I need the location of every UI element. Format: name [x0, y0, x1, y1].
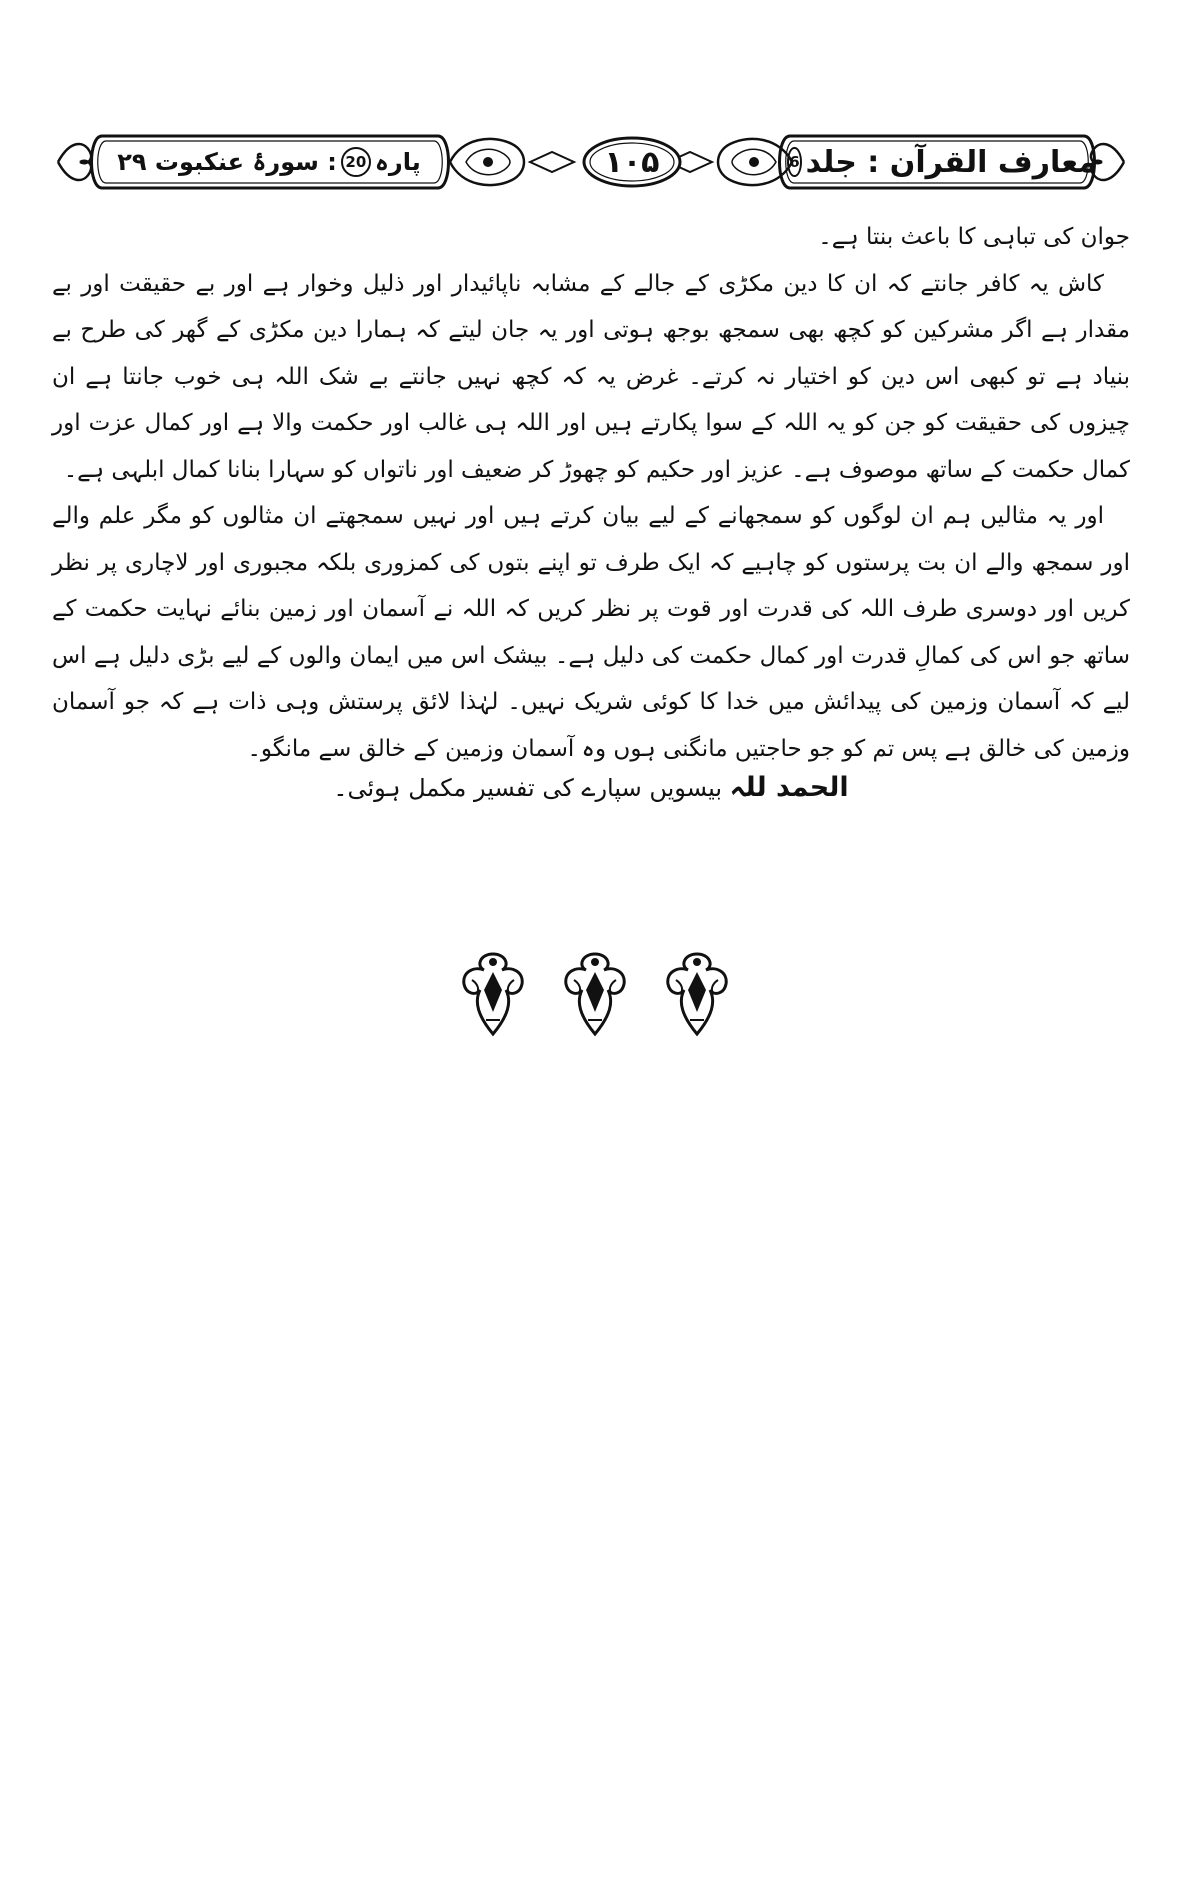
surah-label: : سورۂ عنکبوت ۲۹: [117, 148, 337, 176]
body-text: [52, 214, 1130, 772]
page-number: ۱۰۵: [604, 144, 660, 180]
end-ornaments: [450, 950, 740, 1040]
closing-text: بیسویں سپارے کی تفسیر مکمل ہوئی۔: [333, 774, 723, 802]
paragraph-1: جوان کی تباہی کا باعث بنتا ہے۔: [818, 224, 1130, 250]
floral-ornament-icon: [450, 950, 536, 1038]
volume-number-badge: 6: [787, 147, 801, 177]
book-title-text: معارف القرآن : جلد: [805, 144, 1097, 180]
para-surah-label: [96, 136, 442, 188]
floral-ornament-icon: [552, 950, 638, 1038]
paragraph-3: اور یہ مثالیں ہم ان لوگوں کو سمجھانے کے لیے بیان کرتے ہیں اور نہیں سمجھتے ان مثالوں کو مگر علم والے اور سمجھ والے ان بت پرستوں کو چاہیے کہ ایک طرف تو اپنے بتوں کی کمزوری بلکہ مجبوری اور لاچاری پر نظر کریں اور دوسری طرف اللہ کی قدرت اور قوت پر نظر کریں کہ اللہ نے آسمان اور زمین بنائے نہایت حکمت کے ساتھ جو اس کی کمالِ قدرت اور کمال حکمت کی دلیل ہے۔ بیشک اس میں ایمان والوں کے لیے بڑی دلیل ہے اس لیے کہ آسمان وزمین کی پیدائش میں خدا کا کوئی شریک نہیں۔ لہٰذا لائق پرستش وہی ذات ہے کہ جو آسمان وزمین کی خالق ہے پس تم کو جو حاجتیں مانگنی ہوں وہ آسمان وزمین کے خالق سے مانگو۔: [52, 503, 1130, 762]
para-number-badge: 20: [341, 147, 371, 177]
book-title: [789, 136, 1097, 188]
running-header: [52, 130, 1130, 194]
floral-ornament-icon: [654, 950, 740, 1038]
para-label: پارہ: [374, 148, 421, 176]
paragraph-2: کاش یہ کافر جانتے کہ ان کا دین مکڑی کے جالے کے مشابہ ناپائیدار اور ذلیل وخوار ہے اور بے حقیقت اور بے مقدار ہے اگر مشرکین کو کچھ بھی سمجھ بوجھ ہوتی اور یہ جان لیتے کہ ہمارا دین مکڑی کے گھر کی طرح بے بنیاد ہے تو کبھی اس دین کو اختیار نہ کرتے۔ غرض یہ کہ کچھ نہیں جانتے بے شک اللہ ہی خوب جانتا ہے ان چیزوں کی حقیقت کو جن کو یہ اللہ کے سوا پکارتے ہیں اور اللہ ہی غالب اور حکمت والا ہے اور کمال عزت اور کمال حکمت کے ساتھ موصوف ہے۔ عزیز اور حکیم کو چھوڑ کر ضعیف اور ناتواں کو سہارا بنانا کمال ابلہی ہے۔: [52, 270, 1130, 483]
hamd-calligraphy: الحمد للہ: [729, 772, 849, 803]
closing-line: [52, 772, 1130, 803]
